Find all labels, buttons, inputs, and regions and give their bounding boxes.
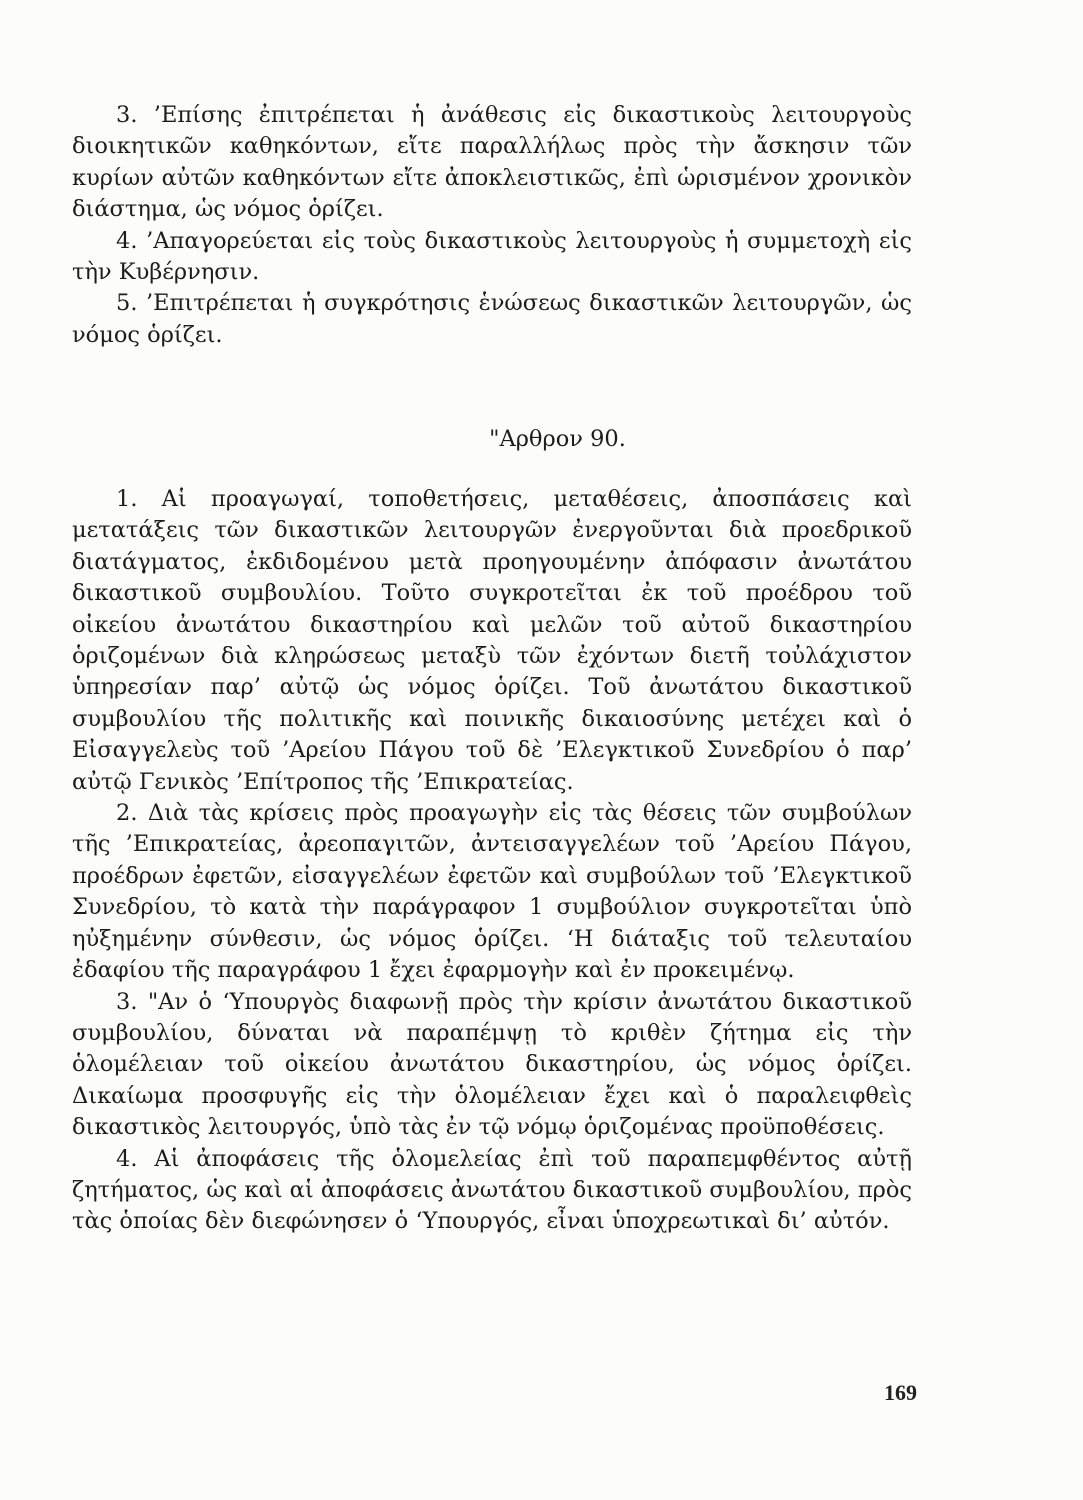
paragraph-89-3: 3. ’Επίσης ἐπιτρέπεται ἡ ἀνάθεσις εἰς δικαστικοὺς λειτουργοὺς διοικητικῶν καθηκόντων, εἴτε παραλλήλως πρὸς τὴν ἄσκησιν τῶν κυρίων αὐτῶν καθηκόντων εἴτε ἀποκλειστικῶς, ἐπὶ ὡρισμένον χρονικὸν διάστημα, ὡς νόμος ὁρίζει. xyxy=(72,102,912,223)
paragraph-90-1: 1. Αἱ προαγωγαί, τοποθετήσεις, μεταθέσεις, ἀποσπάσεις καὶ μετατάξεις τῶν δικαστικῶν λειτουργῶν ἐνεργοῦνται διὰ προεδρικοῦ διατάγματος, ἐκδιδομένου μετὰ προηγουμένην ἀπόφασιν ἀνωτάτου δικαστικοῦ συμβουλίου. Τοῦτο συγκροτεῖται ἐκ τοῦ προέδρου τοῦ οἰκείου ἀνωτάτου δικαστηρίου καὶ μελῶν τοῦ αὐτοῦ δικαστηρίου ὁριζομένων διὰ κληρώσεως μεταξὺ τῶν ἐχόντων διετῆ τοὐλάχιστον ὑπηρεσίαν παρ’ αὐτῷ ὡς νόμος ὁρίζει. Τοῦ ἀνωτάτου δικαστικοῦ συμβουλίου τῆς πολιτικῆς καὶ ποινικῆς δικαιοσύνης μετέχει καὶ ὁ Εἰσαγγελεὺς τοῦ ’Αρείου Πάγου τοῦ δὲ ’Ελεγκτικοῦ Συνεδρίου ὁ παρ’ αὐτῷ Γενικὸς ’Επίτροπος τῆς ’Επικρατείας. xyxy=(72,486,912,795)
paragraph-90-4: 4. Αἱ ἀποφάσεις τῆς ὁλομελείας ἐπὶ τοῦ παραπεμφθέντος αὐτῇ ζητήματος, ὡς καὶ αἱ ἀποφάσεις ἀνωτάτου δικαστικοῦ συμβουλίου, πρὸς τὰς ὁποίας δὲν διεφώνησεν ὁ ‘Υπουργός, εἶναι ὑποχρεωτικαὶ δι’ αὐτόν. xyxy=(72,1145,912,1235)
article-89-continued xyxy=(72,100,912,351)
page-number: 169 xyxy=(884,1380,917,1405)
paragraph-89-4: 4. ’Απαγορεύεται εἰς τοὺς δικαστικοὺς λειτουργοὺς ἡ συμμετοχὴ εἰς τὴν Κυβέρνησιν. xyxy=(72,227,912,286)
paragraph-90-3: 3. "Αν ὁ ‘Υπουργὸς διαφωνῇ πρὸς τὴν κρίσιν ἀνωτάτου δικαστικοῦ συμβουλίου, δύναται νὰ παραπέμψῃ τὸ κριθὲν ζήτημα εἰς τὴν ὁλομέλειαν τοῦ οἰκείου ἀνωτάτου δικαστηρίου, ὡς νόμος ὁρίζει. Δικαίωμα προσφυγῆς εἰς τὴν ὁλομέλειαν ἔχει καὶ ὁ παραλειφθεὶς δικαστικὸς λειτουργός, ὑπὸ τὰς ἐν τῷ νόμῳ ὁριζομένας προϋποθέσεις. xyxy=(72,988,912,1141)
article-90-heading-row xyxy=(0,426,1083,452)
paragraph-89-5: 5. ’Επιτρέπεται ἡ συγκρότησις ἑνώσεως δικαστικῶν λειτουργῶν, ὡς νόμος ὁρίζει. xyxy=(72,290,912,348)
paragraph-90-2: 2. Διὰ τὰς κρίσεις πρὸς προαγωγὴν εἰς τὰς θέσεις τῶν συμβούλων τῆς ’Επικρατείας, ἀρεοπαγιτῶν, ἀντεισαγγελέων τοῦ ’Αρείου Πάγου, προέδρων ἐφετῶν, εἰσαγγελέων ἐφετῶν καὶ συμβούλων τοῦ ’Ελεγκτικοῦ Συνεδρίου, τὸ κατὰ τὴν παράγραφον 1 συμβούλιον συγκροτεῖται ὑπὸ ηὐξημένην σύνθεσιν, ὡς νόμος ὁρίζει. ‘Η διάταξις τοῦ τελευταίου ἐδαφίου τῆς παραγράφου 1 ἔχει ἐφαρμογὴν καὶ ἐν προκειμένῳ. xyxy=(72,800,912,984)
article-90-body xyxy=(72,484,912,1238)
article-90-heading: "Αρθρον 90. xyxy=(489,426,626,452)
